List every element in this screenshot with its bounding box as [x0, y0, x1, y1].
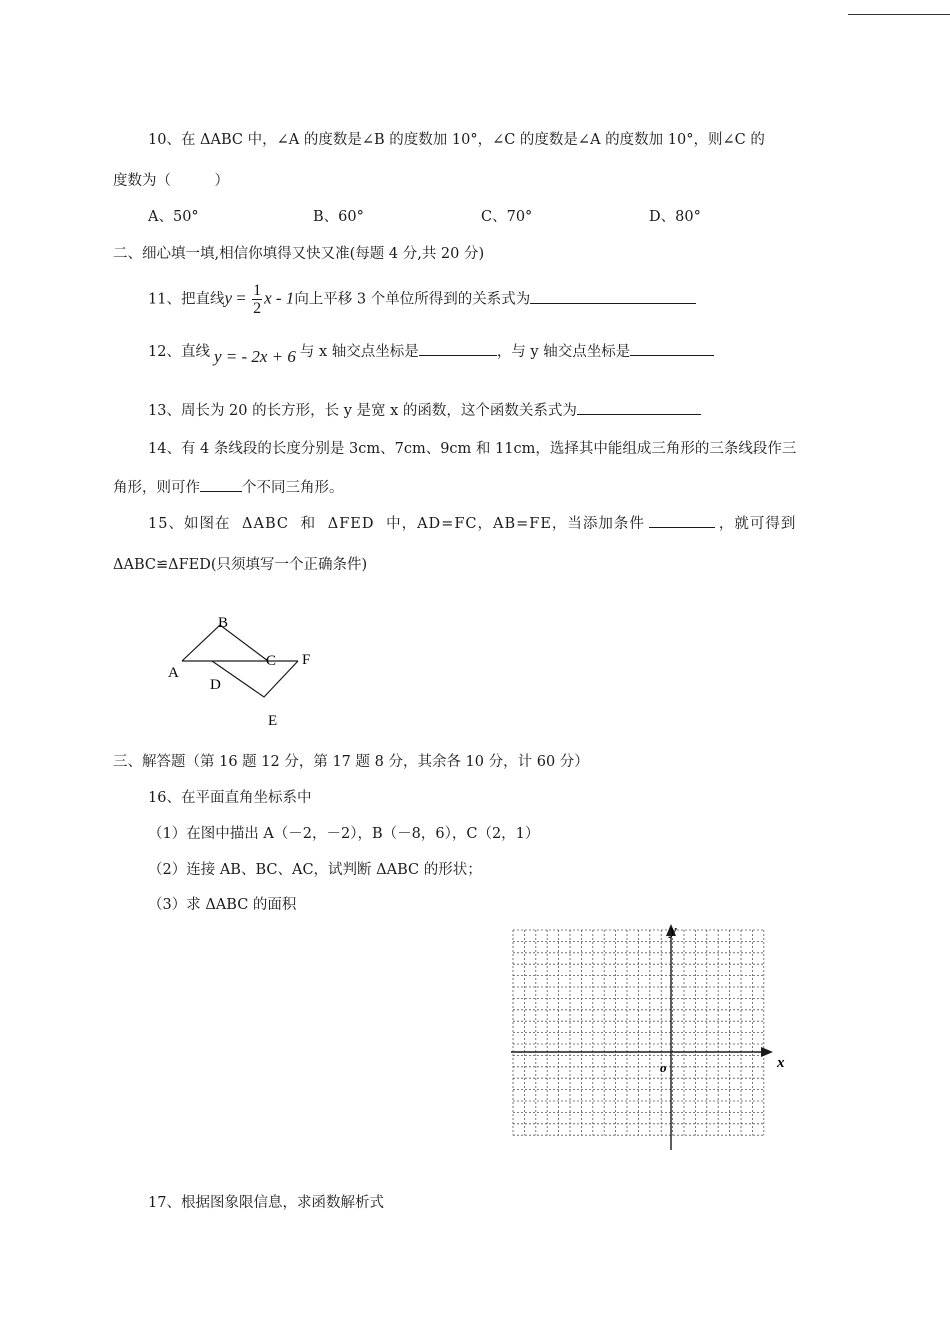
x-axis-label: x: [777, 1055, 785, 1071]
y-axis-label: y: [670, 923, 677, 939]
q11-frac-den: 2: [253, 300, 262, 317]
q14-line1: 14、有 4 条线段的长度分别是 3cm、7cm、9cm 和 11cm，选择其中能组成三角形的三条线段作三: [148, 441, 797, 457]
q15-line1-a: 15、如图在 ΔABC 和 ΔFED 中，AD=FC，AB=FE，当添加条件: [148, 516, 645, 532]
q15-line1: [148, 512, 796, 533]
q15-line1-b: ，就可得到: [718, 516, 797, 532]
q10-line1: 10、在 ΔABC 中，∠A 的度数是∠B 的度数加 10°，∠C 的度数是∠A 的度数加 10°，则∠C 的: [148, 132, 765, 148]
q16-part2: （2）连接 AB、BC、AC，试判断 ΔABC 的形状；: [148, 862, 482, 878]
q14-line2: [113, 476, 344, 497]
grid-lines: [513, 930, 764, 1135]
q11-eq-y: y: [224, 288, 232, 308]
label-e: E: [268, 713, 278, 729]
label-b: B: [218, 615, 229, 631]
q12-equation: y = - 2x + 6: [213, 347, 296, 366]
q14-line2-a: 角形，则可作: [113, 480, 200, 496]
label-c: C: [266, 653, 277, 669]
triangle-figure: [160, 605, 330, 735]
q11-frac-num: 1: [253, 282, 262, 299]
q11-answer-blank[interactable]: [530, 291, 696, 304]
q13-line: [148, 399, 701, 420]
q11-eq-rest: x - 1: [264, 288, 295, 308]
q11-line: [148, 282, 696, 317]
q16-part1: （1）在图中描出 A（－2，－2），B（－8，6），C（2，1）: [148, 826, 540, 842]
q10-option-b: B、60°: [313, 209, 364, 225]
label-f: F: [302, 652, 311, 668]
header-rule: [848, 14, 950, 15]
q11-fraction: [252, 282, 262, 317]
q12-x-intercept-blank[interactable]: [419, 343, 497, 356]
q16-part3: （3）求 ΔABC 的面积: [148, 897, 297, 913]
q12-mid2: ，与 y 轴交点坐标是: [496, 344, 631, 360]
x-axis-arrow: [761, 1047, 773, 1057]
q12-mid1: 与 x 轴交点坐标是: [299, 344, 419, 360]
origin-label: o: [660, 1060, 667, 1075]
q10-option-d: D、80°: [649, 209, 701, 225]
q12-y-intercept-blank[interactable]: [630, 343, 714, 356]
q10-option-c: C、70°: [481, 209, 533, 225]
q13-text: 13、周长为 20 的长方形，长 y 是宽 x 的函数，这个函数关系式为: [148, 403, 577, 419]
q11-eq-equals: =: [232, 288, 251, 308]
label-a: A: [168, 665, 179, 681]
q10-option-a: A、50°: [148, 209, 199, 225]
q10-line2: 度数为（ ）: [113, 173, 229, 189]
coordinate-grid: [505, 918, 795, 1158]
q11-suffix: 向上平移 3 个单位所得到的关系式为: [294, 291, 531, 308]
triangle-fed-edge: [212, 661, 298, 697]
q11-prefix: 11、把直线: [148, 291, 225, 308]
q17-line: 17、根据图象限信息，求函数解析式: [148, 1195, 384, 1211]
q16-title: 16、在平面直角坐标系中: [148, 790, 312, 806]
q13-answer-blank[interactable]: [577, 402, 701, 415]
label-d: D: [210, 677, 221, 693]
q15-answer-blank[interactable]: [649, 515, 715, 528]
q15-line2: ΔABC≌ΔFED(只须填写一个正确条件): [113, 557, 368, 573]
q12-line: [148, 340, 714, 366]
q14-answer-blank[interactable]: [200, 479, 242, 492]
q14-line2-b: 个不同三角形。: [242, 480, 344, 496]
q12-prefix: 12、直线: [148, 344, 210, 360]
section2-heading: 二、细心填一填,相信你填得又快又准(每题 4 分,共 20 分): [113, 246, 485, 262]
section3-heading: 三、解答题（第 16 题 12 分，第 17 题 8 分，其余各 10 分，计 60 分）: [113, 754, 589, 770]
